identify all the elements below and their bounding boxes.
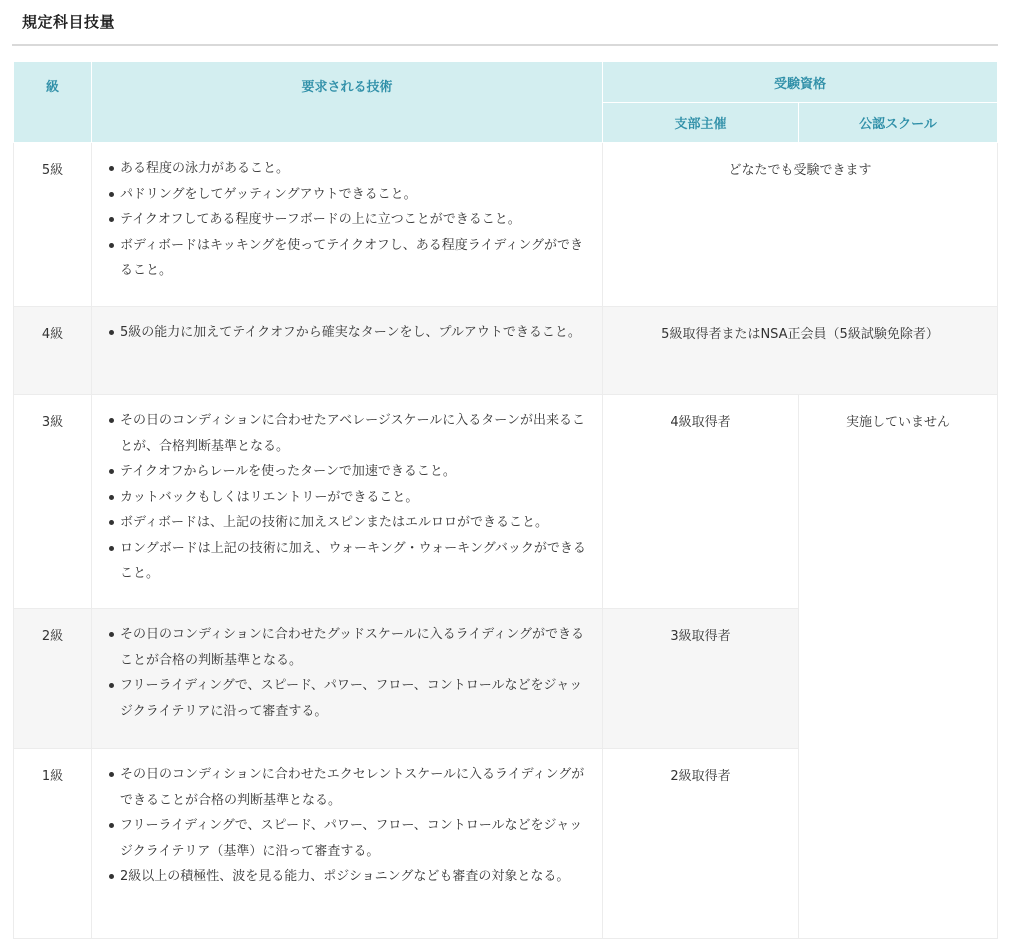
skills-list [106, 320, 594, 346]
list-item: フリーライディングで、スピード、パワー、フロー、コントロールなどをジャッジクライテリアに沿って審査する。 [120, 673, 594, 724]
list-item: パドリングをしてゲッティングアウトできること。 [120, 182, 594, 208]
qualification-cell: 5級取得者またはNSA正会員（5級試験免除者） [603, 307, 998, 395]
skills-cell [92, 395, 603, 609]
list-item: その日のコンディションに合わせたアベレージスケールに入るターンが出来ることが、合格判断基準となる。 [120, 408, 594, 459]
header-qualification: 受験資格 [603, 62, 998, 103]
skills-list [106, 622, 594, 724]
level-cell: 3級 [14, 395, 92, 609]
section-header [12, 0, 998, 46]
skills-list [106, 408, 594, 587]
skills-table [13, 61, 998, 939]
skills-cell [92, 749, 603, 939]
level-cell: 1級 [14, 749, 92, 939]
list-item: ロングボードは上記の技術に加え、ウォーキング・ウォーキングバックができること。 [120, 536, 594, 587]
page-title: 規定科目技量 [22, 13, 116, 31]
header-skills: 要求される技術 [92, 62, 603, 143]
skills-list [106, 156, 594, 284]
header-school: 公認スクール [799, 103, 998, 143]
skills-cell [92, 143, 603, 307]
skills-cell [92, 307, 603, 395]
list-item: その日のコンディションに合わせたエクセレントスケールに入るライディングができることが合格の判断基準となる。 [120, 762, 594, 813]
branch-qualification-cell: 3級取得者 [603, 609, 799, 749]
branch-qualification-cell: 4級取得者 [603, 395, 799, 609]
list-item: フリーライディングで、スピード、パワー、フロー、コントロールなどをジャッジクライテリア（基準）に沿って審査する。 [120, 813, 594, 864]
table-row [14, 307, 998, 395]
level-cell: 2級 [14, 609, 92, 749]
list-item: その日のコンディションに合わせたグッドスケールに入るライディングができることが合格の判断基準となる。 [120, 622, 594, 673]
level-cell: 5級 [14, 143, 92, 307]
list-item: ボディボードはキッキングを使ってテイクオフし、ある程度ライディングができること。 [120, 233, 594, 284]
table-row [14, 143, 998, 307]
header-level: 級 [14, 62, 92, 143]
list-item: 5級の能力に加えてテイクオフから確実なターンをし、プルアウトできること。 [120, 320, 594, 346]
skills-cell [92, 609, 603, 749]
list-item: カットバックもしくはリエントリーができること。 [120, 485, 594, 511]
list-item: テイクオフからレールを使ったターンで加速できること。 [120, 459, 594, 485]
qualification-cell: どなたでも受験できます [603, 143, 998, 307]
list-item: テイクオフしてある程度サーフボードの上に立つことができること。 [120, 207, 594, 233]
list-item: ある程度の泳力があること。 [120, 156, 594, 182]
level-cell: 4級 [14, 307, 92, 395]
skills-list [106, 762, 594, 890]
branch-qualification-cell: 2級取得者 [603, 749, 799, 939]
list-item: 2級以上の積極性、波を見る能力、ポジショニングなども審査の対象となる。 [120, 864, 594, 890]
school-qualification-cell: 実施していません [799, 395, 998, 939]
list-item: ボディボードは、上記の技術に加えスピンまたはエルロロができること。 [120, 510, 594, 536]
header-branch: 支部主催 [603, 103, 799, 143]
table-row [14, 395, 998, 609]
